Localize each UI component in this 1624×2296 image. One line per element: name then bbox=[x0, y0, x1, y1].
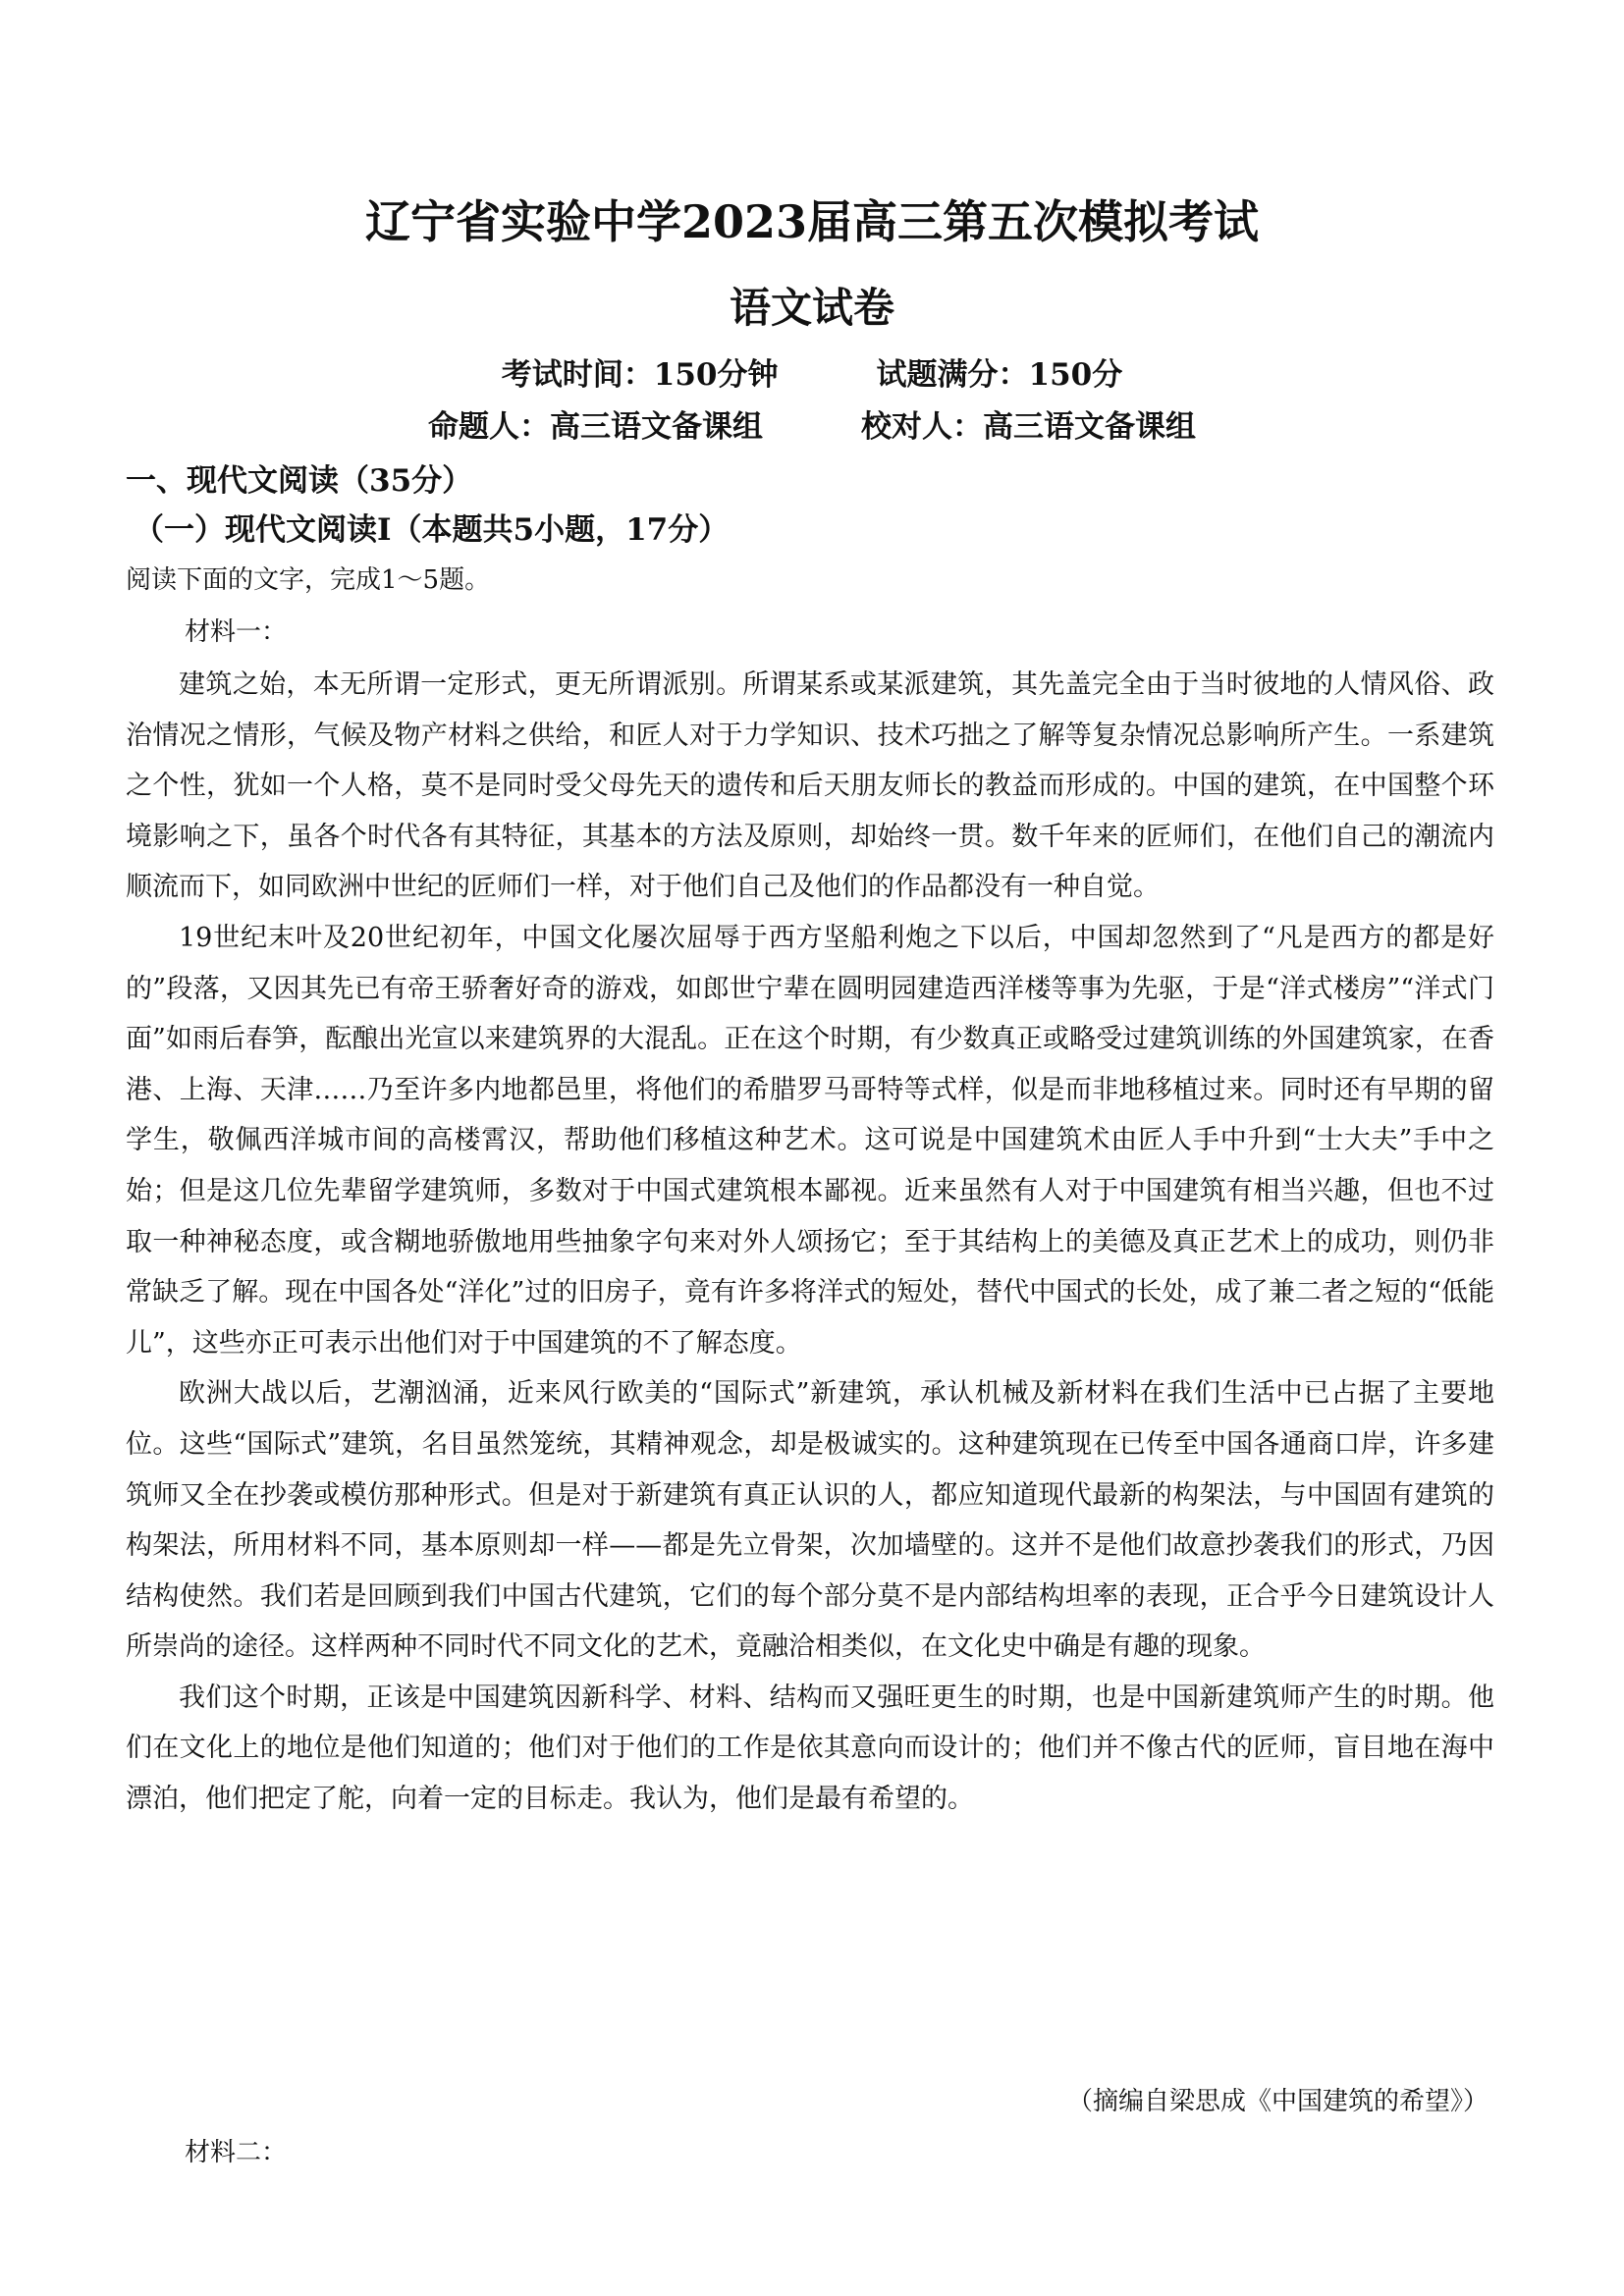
exam-info-time-score bbox=[0, 353, 1624, 397]
paragraph: 欧洲大战以后，艺潮汹涌，近来风行欧美的“国际式”新建筑，承认机械及新材料在我们生活中已占据了主要地位。这些“国际式”建筑，名目虽然笼统，其精神观念，却是极诚实的。这种建筑现在已传至中国各通商口岸，许多建筑师又全在抄袭或模仿那种形式。但是对于新建筑有真正认识的人，都应知道现代最新的构架法，与中国固有建筑的构架法，所用材料不同，基本原则却一样——都是先立骨架，次加墙壁的。这并不是他们故意抄袭我们的形式，乃因结构使然。我们若是回顾到我们中国古代建筑，它们的每个部分莫不是内部结构坦率的表现，正合乎今日建筑设计人所崇尚的途径。这样两种不同时代不同文化的艺术，竟融洽相类似，在文化史中确是有趣的现象。 bbox=[126, 1378, 1494, 1663]
source-citation: （摘编自梁思成《中国建筑的希望》） bbox=[1066, 2087, 1489, 2116]
paragraph: 建筑之始，本无所谓一定形式，更无所谓派别。所谓某系或某派建筑，其先盖完全由于当时彼地的人情风俗、政治情况之情形，气候及物产材料之供给，和匠人对于力学知识、技术巧拙之了解等复杂情况总影响所产生。一系建筑之个性，犹如一个人格，莫不是同时受父母先天的遗传和后天朋友师长的教益而形成的。中国的建筑，在中国整个环境影响之下，虽各个时代各有其特征，其基本的方法及原则，却始终一贯。数千年来的匠师们，在他们自己的潮流内顺流而下，如同欧洲中世纪的匠师们一样，对于他们自己及他们的作品都没有一种自觉。 bbox=[126, 669, 1494, 903]
subsection-heading: （一）现代文阅读I（本题共5小题，17分） bbox=[134, 512, 730, 548]
section-heading: 一、现代文阅读（35分） bbox=[126, 463, 473, 499]
proofreader: 校对人：高三语文备课组 bbox=[861, 409, 1196, 445]
question-setter: 命题人：高三语文备课组 bbox=[428, 409, 763, 445]
material-one-body bbox=[126, 660, 1494, 1825]
full-score: 试题满分：150分 bbox=[876, 357, 1123, 393]
exam-title: 辽宁省实验中学2023届高三第五次模拟考试 bbox=[364, 195, 1260, 248]
paragraph: 我们这个时期，正该是中国建筑因新科学、材料、结构而又强旺更生的时期，也是中国新建筑师产生的时期。他们在文化上的地位是他们知道的；他们对于他们的工作是依其意向而设计的；他们并不像古代的匠师，盲目地在海中漂泊，他们把定了舵，向着一定的目标走。我认为，他们是最有希望的。 bbox=[126, 1682, 1494, 1815]
material-one-label: 材料一： bbox=[185, 617, 288, 647]
exam-subtitle: 语文试卷 bbox=[729, 284, 894, 332]
reading-instruction: 阅读下面的文字，完成1～5题。 bbox=[126, 565, 491, 595]
exam-time: 考试时间：150分钟 bbox=[501, 357, 779, 393]
material-two-label: 材料二： bbox=[185, 2138, 288, 2167]
paragraph: 19世纪末叶及20世纪初年，中国文化屡次屈辱于西方坚船利炮之下以后，中国却忽然到了“凡是西方的都是好的”段落，又因其先已有帝王骄奢好奇的游戏，如郎世宁辈在圆明园建造西洋楼等事为先驱，于是“洋式楼房”“洋式门面”如雨后春笋，酝酿出光宣以来建筑界的大混乱。正在这个时期，有少数真正或略受过建筑训练的外国建筑家，在香港、上海、天津……乃至许多内地都邑里，将他们的希腊罗马哥特等式样，似是而非地移植过来。同时还有早期的留学生，敬佩西洋城市间的高楼霄汉，帮助他们移植这种艺术。这可说是中国建筑术由匠人手中升到“士大夫”手中之始；但是这几位先辈留学建筑师，多数对于中国式建筑根本鄙视。近来虽然有人对于中国建筑有相当兴趣，但也不过取一种神秘态度，或含糊地骄傲地用些抽象字句来对外人颂扬它；至于其结构上的美德及真正艺术上的成功，则仍非常缺乏了解。现在中国各处“洋化”过的旧房子，竟有许多将洋式的短处，替代中国式的长处，成了兼二者之短的“低能儿”，这些亦正可表示出他们对于中国建筑的不了解态度。 bbox=[126, 922, 1494, 1359]
exam-info-authors bbox=[0, 405, 1624, 449]
